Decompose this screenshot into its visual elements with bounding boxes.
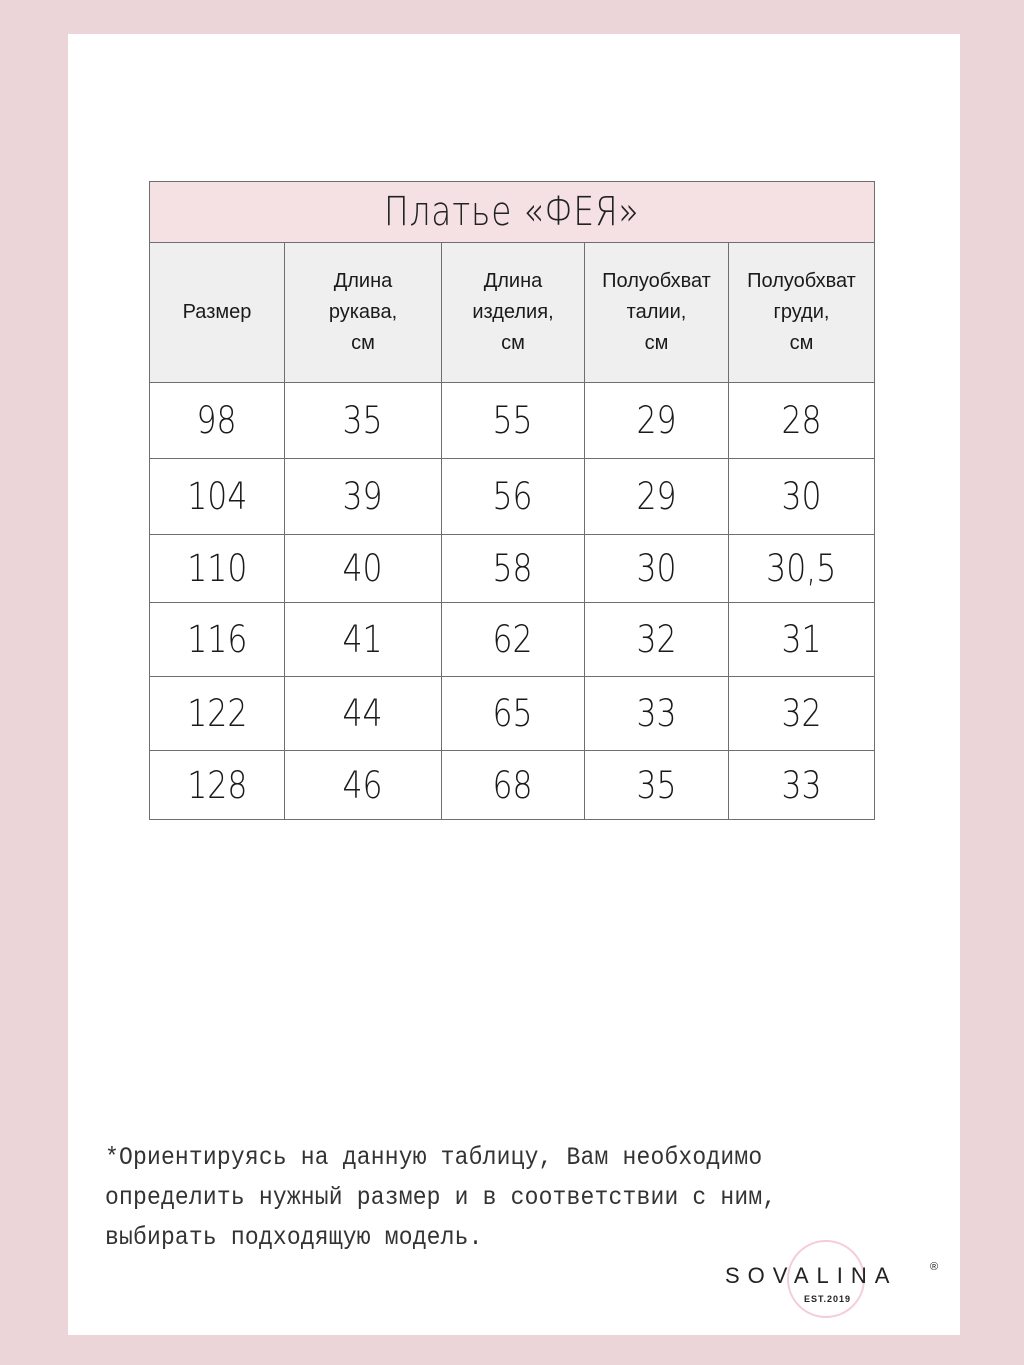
header-half-waist <box>585 243 729 383</box>
cell-value: 40 <box>342 547 384 590</box>
cell-value: 46 <box>342 763 384 807</box>
table-cell <box>285 677 442 751</box>
size-chart-table <box>149 181 875 820</box>
cell-value: 104 <box>186 475 248 518</box>
logo-established: EST.2019 <box>804 1294 852 1304</box>
table-cell <box>150 535 285 603</box>
cell-value: 65 <box>492 692 534 735</box>
cell-value: 62 <box>492 618 534 661</box>
cell-value: 68 <box>492 763 534 807</box>
cell-value: 41 <box>342 618 384 661</box>
note-line: *Ориентируясь на данную таблицу, Вам необходимо <box>105 1143 763 1172</box>
header-size <box>150 243 285 383</box>
header-line: Полуобхват <box>747 270 856 292</box>
cell-value: 44 <box>342 692 384 735</box>
header-line: талии, <box>626 301 687 323</box>
header-line: Длина <box>483 270 543 292</box>
cell-value: 33 <box>781 763 822 807</box>
table-cell <box>150 751 285 820</box>
cell-value: 35 <box>342 399 384 442</box>
table-title-text: Платье «ФЕЯ» <box>384 189 640 235</box>
cell-value: 58 <box>492 547 534 590</box>
cell-value: 122 <box>186 692 248 735</box>
table-cell <box>442 535 585 603</box>
table-row <box>150 751 875 820</box>
table-cell <box>585 535 729 603</box>
cell-value: 31 <box>781 618 822 661</box>
table-header-row <box>150 243 875 383</box>
table-cell <box>442 383 585 459</box>
header-line: груди, <box>773 301 830 323</box>
header-line: см <box>351 332 375 354</box>
table-cell <box>285 383 442 459</box>
header-line: см <box>789 332 814 354</box>
table-cell <box>729 383 875 459</box>
header-sleeve-length <box>285 243 442 383</box>
header-line: Длина <box>333 270 393 292</box>
cell-value: 32 <box>781 692 822 735</box>
cell-value: 128 <box>186 763 248 807</box>
cell-value: 29 <box>636 475 677 518</box>
table-cell <box>285 751 442 820</box>
table-cell <box>729 751 875 820</box>
table-cell <box>150 677 285 751</box>
table-row <box>150 677 875 751</box>
header-garment-length <box>442 243 585 383</box>
header-line: изделия, <box>472 301 554 323</box>
brand-logo <box>722 1235 952 1325</box>
note-line: определить нужный размер и в соответствии с ним, <box>105 1183 777 1212</box>
table-cell <box>585 459 729 535</box>
table-cell <box>442 603 585 677</box>
header-half-chest <box>729 243 875 383</box>
table-cell <box>729 677 875 751</box>
cell-value: 30,5 <box>766 547 837 590</box>
cell-value: 30 <box>636 547 677 590</box>
table-cell <box>285 603 442 677</box>
table-cell <box>150 603 285 677</box>
cell-value: 39 <box>342 475 384 518</box>
table-cell <box>585 603 729 677</box>
table-cell <box>729 535 875 603</box>
table-cell <box>442 751 585 820</box>
registered-mark-icon: ® <box>930 1261 939 1273</box>
table-cell <box>442 459 585 535</box>
table-cell <box>729 459 875 535</box>
header-line: см <box>501 332 525 354</box>
table-title <box>150 182 875 243</box>
table-cell <box>285 535 442 603</box>
table-cell <box>285 459 442 535</box>
cell-value: 98 <box>196 399 238 442</box>
table-row <box>150 459 875 535</box>
table-row <box>150 383 875 459</box>
table-row <box>150 535 875 603</box>
cell-value: 35 <box>636 763 677 807</box>
table-cell <box>585 751 729 820</box>
cell-value: 32 <box>636 618 677 661</box>
cell-value: 116 <box>186 618 248 661</box>
cell-value: 29 <box>636 399 677 442</box>
cell-value: 28 <box>781 399 822 442</box>
header-line: рукава, <box>328 301 398 323</box>
table-cell <box>442 677 585 751</box>
table-cell <box>150 383 285 459</box>
cell-value: 33 <box>636 692 677 735</box>
header-line: см <box>644 332 669 354</box>
cell-value: 30 <box>781 475 822 518</box>
table-cell <box>150 459 285 535</box>
note-line: выбирать подходящую модель. <box>105 1223 483 1252</box>
cell-value: 56 <box>492 475 534 518</box>
logo-wordmark: SOVALINA <box>725 1263 898 1288</box>
cell-value: 110 <box>186 547 248 590</box>
header-line: Полуобхват <box>602 270 711 292</box>
table-cell <box>585 383 729 459</box>
cell-value: 55 <box>492 399 534 442</box>
table-cell <box>729 603 875 677</box>
table-cell <box>585 677 729 751</box>
table-row <box>150 603 875 677</box>
table-title-row <box>150 182 875 243</box>
header-line: Размер <box>182 301 252 323</box>
